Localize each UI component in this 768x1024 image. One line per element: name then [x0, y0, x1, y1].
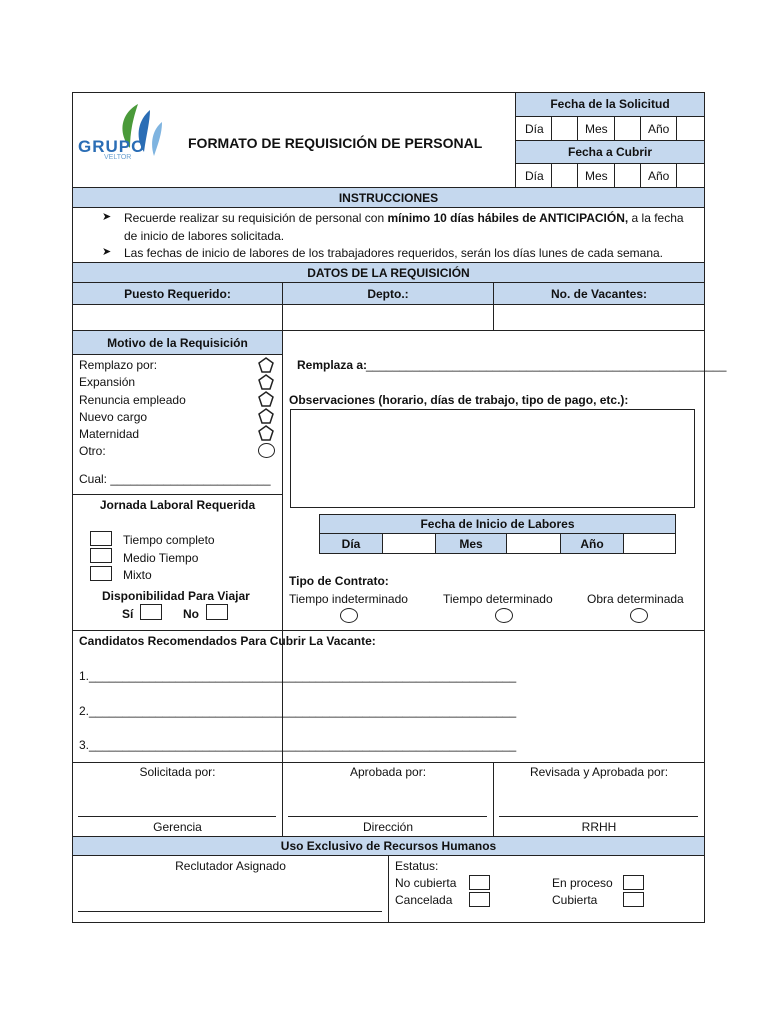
reclutador-label: Reclutador Asignado	[175, 859, 286, 873]
indeterminado-radio-icon[interactable]	[340, 608, 358, 623]
vacantes-label: No. de Vacantes:	[550, 287, 648, 301]
no-cubierta-label: No cubierta	[395, 876, 457, 890]
no-label: No	[183, 607, 199, 621]
firma-rrhh-line[interactable]	[499, 816, 698, 817]
mes-label-1: Mes	[585, 122, 608, 136]
pentagon-radio-icon[interactable]	[258, 374, 274, 390]
gerencia-label: Gerencia	[153, 820, 202, 834]
revisada-label: Revisada y Aprobada por:	[529, 765, 669, 779]
ano-field-2[interactable]	[677, 164, 703, 186]
si-label: Sí	[122, 607, 134, 621]
tiempo-completo-label: Tiempo completo	[123, 533, 215, 547]
instruction-1-line2: de inicio de labores solicitada.	[124, 229, 285, 243]
dia-label-1: Día	[525, 122, 544, 136]
depto-label: Depto.:	[367, 287, 409, 301]
pentagon-radio-icon[interactable]	[258, 357, 274, 373]
viajar-label: Disponibilidad Para Viajar	[102, 589, 250, 603]
motivo-otro: Otro:	[79, 444, 106, 458]
company-logo	[78, 100, 178, 166]
fecha-inicio-mes: Mes	[459, 537, 483, 551]
observaciones-label: Observaciones (horario, días de trabajo, tipo de pago, etc.):	[289, 393, 629, 407]
ano-label-2: Año	[648, 169, 670, 183]
remplaza-underline[interactable]: ______________________________________________________	[366, 358, 727, 372]
vacantes-field[interactable]	[494, 305, 704, 329]
instrucciones-heading: INSTRUCCIONES	[338, 191, 439, 205]
motivo-nuevo-cargo: Nuevo cargo	[79, 410, 148, 424]
arrow-bullet-icon: ➤	[102, 211, 112, 223]
otro-radio-icon[interactable]	[258, 443, 275, 458]
determinado-radio-icon[interactable]	[495, 608, 513, 623]
mes-field-2[interactable]	[615, 164, 640, 186]
direccion-label: Dirección	[362, 820, 413, 834]
solicitada-label: Solicitada por:	[139, 765, 216, 779]
pentagon-radio-icon[interactable]	[258, 408, 274, 424]
obra-radio-icon[interactable]	[630, 608, 648, 623]
firma-direccion-line[interactable]	[288, 816, 487, 817]
dia-field-2[interactable]	[552, 164, 577, 186]
contrato-indeterminado: Tiempo indeterminado	[289, 592, 408, 606]
fecha-inicio-dia-field[interactable]	[383, 534, 435, 553]
dia-label-2: Día	[525, 169, 544, 183]
no-cubierta-checkbox[interactable]	[469, 875, 490, 890]
puesto-field[interactable]	[73, 305, 282, 329]
instruction-2: Las fechas de inicio de labores de los trabajadores requeridos, serán los días lunes de cada semana.	[124, 246, 663, 260]
instruction-1-line1: Recuerde realizar su requisición de personal con mínimo 10 días hábiles de ANTICIPACIÓN, a la fecha	[124, 211, 684, 225]
puesto-label: Puesto Requerido:	[124, 287, 231, 301]
fecha-inicio-ano-field[interactable]	[624, 534, 675, 553]
motivo-maternidad: Maternidad	[79, 427, 140, 441]
fecha-inicio-ano: Año	[580, 537, 604, 551]
pentagon-radio-icon[interactable]	[258, 391, 274, 407]
medio-tiempo-label: Medio Tiempo	[123, 551, 199, 565]
motivo-expansion: Expansión	[79, 375, 136, 389]
fecha-solicitud-label: Fecha de la Solicitud	[550, 97, 670, 111]
candidato-line-3[interactable]: 3.________________________________________________________________	[79, 738, 517, 752]
contrato-obra: Obra determinada	[587, 592, 684, 606]
fecha-inicio-dia: Día	[341, 537, 361, 551]
estatus-label: Estatus:	[395, 859, 439, 873]
viajar-no-checkbox[interactable]	[206, 604, 228, 620]
fecha-inicio-heading: Fecha de Inicio de Labores	[420, 517, 575, 531]
rrhh-heading: Uso Exclusivo de Recursos Humanos	[280, 839, 497, 853]
firma-gerencia-line[interactable]	[78, 816, 276, 817]
en-proceso-checkbox[interactable]	[623, 875, 644, 890]
candidato-line-2[interactable]: 2.________________________________________________________________	[79, 704, 517, 718]
contrato-heading: Tipo de Contrato:	[289, 574, 389, 588]
medio-tiempo-checkbox[interactable]	[90, 548, 112, 563]
cual-label: Cual: ________________________	[79, 472, 271, 486]
dia-field-1[interactable]	[552, 117, 577, 139]
observaciones-textarea[interactable]	[290, 409, 695, 508]
fecha-cubrir-label: Fecha a Cubrir	[567, 145, 653, 159]
aprobada-label: Aprobada por:	[349, 765, 427, 779]
cubierta-label: Cubierta	[552, 893, 598, 907]
candidatos-heading: Candidatos Recomendados Para Cubrir La Vacante:	[79, 634, 376, 648]
fecha-inicio-mes-field[interactable]	[507, 534, 560, 553]
mixto-label: Mixto	[123, 568, 152, 582]
remplaza-label: Remplaza a:	[297, 358, 368, 372]
depto-field[interactable]	[283, 305, 493, 329]
motivo-renuncia: Renuncia empleado	[79, 393, 186, 407]
ano-field-1[interactable]	[677, 117, 703, 139]
ano-label-1: Año	[648, 122, 670, 136]
cancelada-label: Cancelada	[395, 893, 453, 907]
logo-text: GRUPO	[78, 137, 146, 156]
motivo-remplazo: Remplazo por:	[79, 358, 158, 372]
form-title: FORMATO DE REQUISICIÓN DE PERSONAL	[188, 135, 483, 151]
reclutador-line[interactable]	[78, 911, 382, 912]
rrhh-label: RRHH	[581, 820, 617, 834]
mixto-checkbox[interactable]	[90, 566, 112, 581]
arrow-bullet-icon: ➤	[102, 246, 112, 258]
tiempo-completo-checkbox[interactable]	[90, 531, 112, 546]
candidato-line-1[interactable]: 1.________________________________________________________________	[79, 669, 517, 683]
jornada-heading: Jornada Laboral Requerida	[99, 498, 256, 512]
pentagon-radio-icon[interactable]	[258, 425, 274, 441]
viajar-si-checkbox[interactable]	[140, 604, 162, 620]
cancelada-checkbox[interactable]	[469, 892, 490, 907]
en-proceso-label: En proceso	[552, 876, 613, 890]
datos-heading: DATOS DE LA REQUISICIÓN	[307, 266, 470, 280]
mes-label-2: Mes	[585, 169, 608, 183]
cubierta-checkbox[interactable]	[623, 892, 644, 907]
contrato-determinado: Tiempo determinado	[443, 592, 553, 606]
motivo-heading: Motivo de la Requisición	[107, 336, 248, 350]
mes-field-1[interactable]	[615, 117, 640, 139]
logo-subtext: VELTOR	[104, 154, 132, 161]
